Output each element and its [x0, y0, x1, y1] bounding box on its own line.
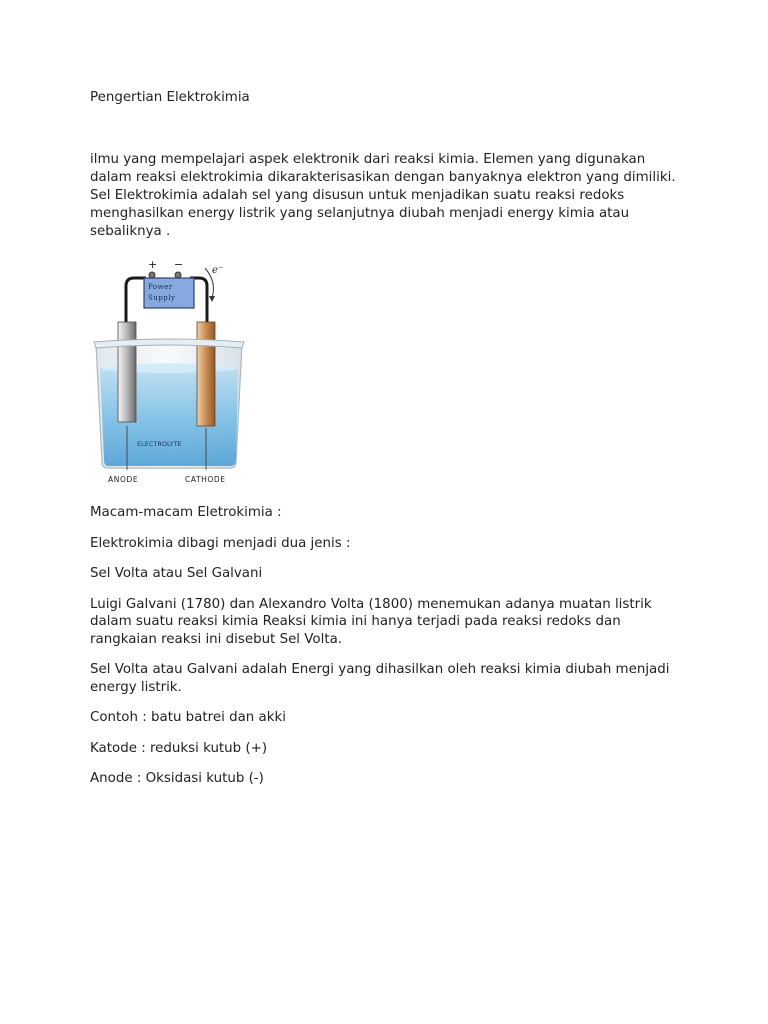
paragraph-division: Elektrokimia dibagi menjadi dua jenis :: [90, 535, 351, 551]
paragraph-anode: Anode : Oksidasi kutub (-): [90, 771, 264, 786]
positive-terminal: [149, 272, 155, 278]
negative-terminal: [175, 272, 181, 278]
anode-electrode: [118, 322, 136, 422]
electron-label: e⁻: [212, 265, 224, 276]
paragraph-definition: Sel Volta atau Galvani adalah Energi yang dihasilkan oleh reaksi kimia diubah menjadi energy listrik.: [90, 662, 670, 695]
paragraph-example: Contoh : batu batrei dan akki: [90, 710, 286, 725]
paragraph-volta-heading: Sel Volta atau Sel Galvani: [90, 566, 263, 581]
paragraph-history: Luigi Galvani (1780) dan Alexandro Volta (1800) menemukan adanya muatan listrik dalam suatu reaksi kimia Reaksi kimia ini hanya terjadi pada reaksi redoks dan rangkaian reaksi ini disebut Sel Volta.: [90, 596, 652, 647]
power-supply-label-line1: Power: [148, 283, 173, 291]
intro-paragraph: ilmu yang mempelajari aspek elektronik dari reaksi kimia. Elemen yang digunakan dalam reaksi elektrokimia dikarakterisasikan dengan banyaknya elektron yang dimiliki. Sel Elektrokimia adalah sel yang disusun untuk menjadikan suatu reaksi redoks menghasilkan energy listrik yang selanjutnya diubah menjadi energy kimia atau sebaliknya .: [90, 152, 676, 239]
body-text: [90, 504, 690, 801]
anode-label: ANODE: [108, 475, 139, 484]
minus-sign: −: [174, 258, 184, 271]
plus-sign: +: [148, 258, 158, 271]
cathode-label: CATHODE: [185, 475, 226, 484]
paragraph-cathode: Katode : reduksi kutub (+): [90, 740, 268, 756]
electrolysis-cell-figure: [90, 256, 250, 488]
cathode-electrode: [197, 322, 215, 426]
document-title: Pengertian Elektrokimia: [90, 90, 250, 105]
electrolyte-label: ELECTROLYTE: [137, 440, 182, 448]
power-supply-label-line2: Supply: [148, 294, 176, 302]
electron-arrowhead: [209, 296, 215, 302]
paragraph-types-heading: Macam-macam Eletrokimia :: [90, 505, 282, 520]
electrolysis-cell-diagram: [90, 256, 250, 488]
